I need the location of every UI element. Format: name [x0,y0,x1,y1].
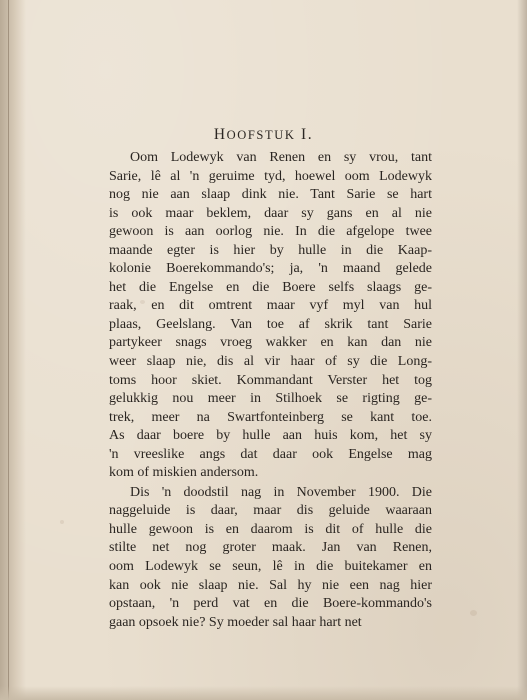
text-line: Dis 'n doodstil nag in November 1900. Die [130,484,432,500]
text-line: toms hoor skiet. Kommandant Verster het tog [109,372,432,388]
binding-crease [8,0,9,700]
paragraph [109,484,432,632]
chapter-heading-initial: H [213,126,227,143]
text-line: oom Lodewyk se seun, lê in die buitekamer en [109,559,432,575]
text-line: As daar boere by hulle aan huis kom, het sy [109,428,432,444]
text-line: naggeluide is daar, maar dis geluide waaraan [109,503,432,519]
text-line: stilte net nog groter maak. Jan van Renen, [109,540,432,556]
chapter-heading [0,126,527,144]
text-line: opstaan, 'n perd vat en die Boere-kommando's [109,596,432,612]
chapter-body-text [109,149,432,633]
text-line: gaan opsoek nie? Sy moeder sal haar hart net [109,614,362,630]
text-line: Sarie, lê al 'n geruime tyd, hoewel oom Lodewyk [109,168,432,184]
chapter-heading-word: OOFSTUK [226,128,296,142]
text-line: is ook maar beklem, daar sy gans en al nie [109,205,432,221]
text-line: kom of miskien andersom. [109,465,259,481]
page-right-edge [517,0,527,700]
text-line: kan ook nie slaap nie. Sal hy nie een nag hier [109,577,432,593]
text-line: partykeer snags vroeg wakker en kan dan nie [109,335,432,351]
text-line: Oom Lodewyk van Renen en sy vrou, tant [130,150,432,165]
text-line: 'n vreeslike angs dat daar ook Engelse mag [109,446,432,462]
text-line: maande egter is hier by hulle in die Kaap- [109,242,432,258]
paragraph [109,149,432,483]
chapter-heading-number: I. [295,126,314,143]
text-line: gelukkig nou meer in Stilhoek se rigting ge- [109,391,432,407]
page-bottom-edge [0,686,527,700]
text-line: het die Engelse en die Boere selfs slaags ge- [109,279,432,295]
text-line: hulle gewoon is en daarom is dit of hulle die [109,521,432,537]
page-gutter [0,0,26,700]
text-line: gewoon is aan oorlog nie. In die afgelope twee [109,224,432,240]
text-line: trek, meer na Swartfonteinberg se kant toe. [109,409,432,425]
text-line: raak, en dit omtrent maar vyf myl van hul [109,298,432,314]
foxing-spot [60,520,64,524]
text-line: plaas, Geelslang. Van toe af skrik tant Sarie [109,316,432,332]
text-line: nog nie aan slaap dink nie. Tant Sarie se hart [109,187,432,203]
text-line: weer slaap nie, dis al vir haar of sy die Long- [109,354,432,370]
foxing-spot [470,610,477,616]
text-line: kolonie Boerekommando's; ja, 'n maand gelede [109,261,432,277]
